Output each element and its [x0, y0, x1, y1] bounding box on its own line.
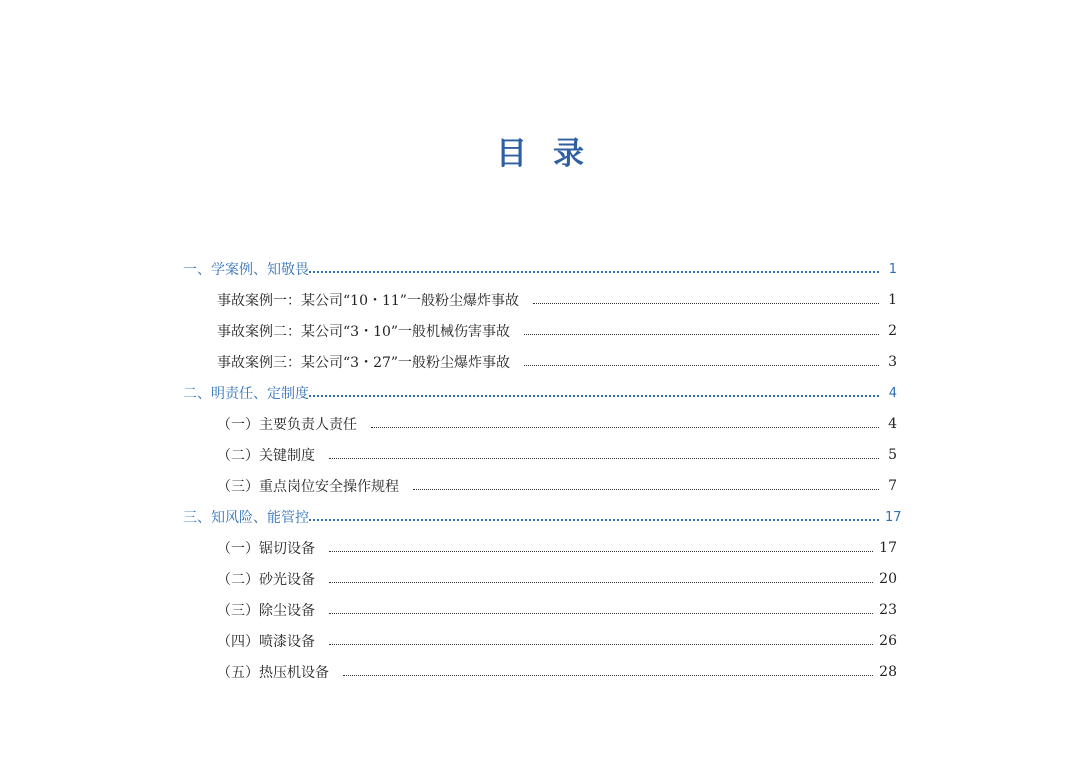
toc-section[interactable]	[183, 503, 902, 531]
toc-item-label: （四）喷漆设备	[217, 634, 315, 650]
toc-item[interactable]	[217, 472, 897, 500]
leader-dots	[329, 458, 879, 459]
toc-page-number: 1	[888, 292, 897, 308]
leader-dots	[371, 427, 879, 428]
toc-page-number: 2	[888, 323, 897, 339]
toc-item[interactable]	[217, 348, 897, 376]
toc-item[interactable]	[217, 317, 897, 345]
toc-item-label: 事故案例三：某公司“3・27”一般粉尘爆炸事故	[217, 355, 511, 371]
toc-page-number: 17	[879, 540, 897, 556]
toc-item[interactable]	[217, 410, 897, 438]
leader-dots	[309, 395, 879, 397]
page-title	[0, 128, 1080, 173]
toc-item[interactable]	[217, 286, 897, 314]
toc-item-label: （一）主要负责人责任	[217, 417, 357, 433]
toc-item[interactable]	[217, 596, 897, 624]
toc-page-number: 4	[888, 385, 897, 401]
leader-dots	[524, 365, 879, 366]
toc-section-label: 二、明责任、定制度	[183, 386, 309, 402]
leader-dots	[413, 489, 879, 490]
leader-dots	[329, 582, 873, 583]
toc-item-label: （五）热压机设备	[217, 665, 329, 681]
toc-page-number: 26	[879, 633, 897, 649]
toc-item-label: （三）重点岗位安全操作规程	[217, 479, 399, 495]
toc-page-number: 20	[879, 571, 897, 587]
leader-dots	[329, 644, 873, 645]
leader-dots	[309, 271, 879, 273]
toc-item[interactable]	[217, 534, 897, 562]
toc-item-label: 事故案例一：某公司“10・11”一般粉尘爆炸事故	[217, 293, 519, 309]
toc-page-number: 17	[885, 509, 902, 525]
title-char: 目	[496, 136, 527, 172]
toc-page-number: 3	[888, 354, 897, 370]
leader-dots	[329, 551, 873, 552]
leader-dots	[343, 675, 873, 676]
title-char: 录	[553, 136, 584, 172]
toc-section-label: 一、学案例、知敬畏	[183, 262, 309, 278]
toc-item-label: （二）砂光设备	[217, 572, 315, 588]
toc-item[interactable]	[217, 627, 897, 655]
toc-item[interactable]	[217, 658, 897, 686]
toc-page-number: 1	[888, 261, 897, 277]
toc-section[interactable]	[183, 379, 897, 407]
toc-item-label: （一）锯切设备	[217, 541, 315, 557]
toc-section[interactable]	[183, 255, 897, 283]
leader-dots	[533, 303, 879, 304]
toc-item-label: （三）除尘设备	[217, 603, 315, 619]
toc-page-number: 28	[879, 664, 897, 680]
leader-dots	[524, 334, 879, 335]
toc-page-number: 4	[888, 416, 897, 432]
leader-dots	[329, 613, 873, 614]
toc-item-label: 事故案例二：某公司“3・10”一般机械伤害事故	[217, 324, 511, 340]
toc-item[interactable]	[217, 565, 897, 593]
toc-item[interactable]	[217, 441, 897, 469]
toc-page-number: 7	[888, 478, 897, 494]
toc-page-number: 23	[879, 602, 897, 618]
toc-page-number: 5	[888, 447, 897, 463]
leader-dots	[309, 519, 879, 521]
toc-item-label: （二）关键制度	[217, 448, 315, 464]
toc-section-label: 三、知风险、能管控	[183, 510, 309, 526]
